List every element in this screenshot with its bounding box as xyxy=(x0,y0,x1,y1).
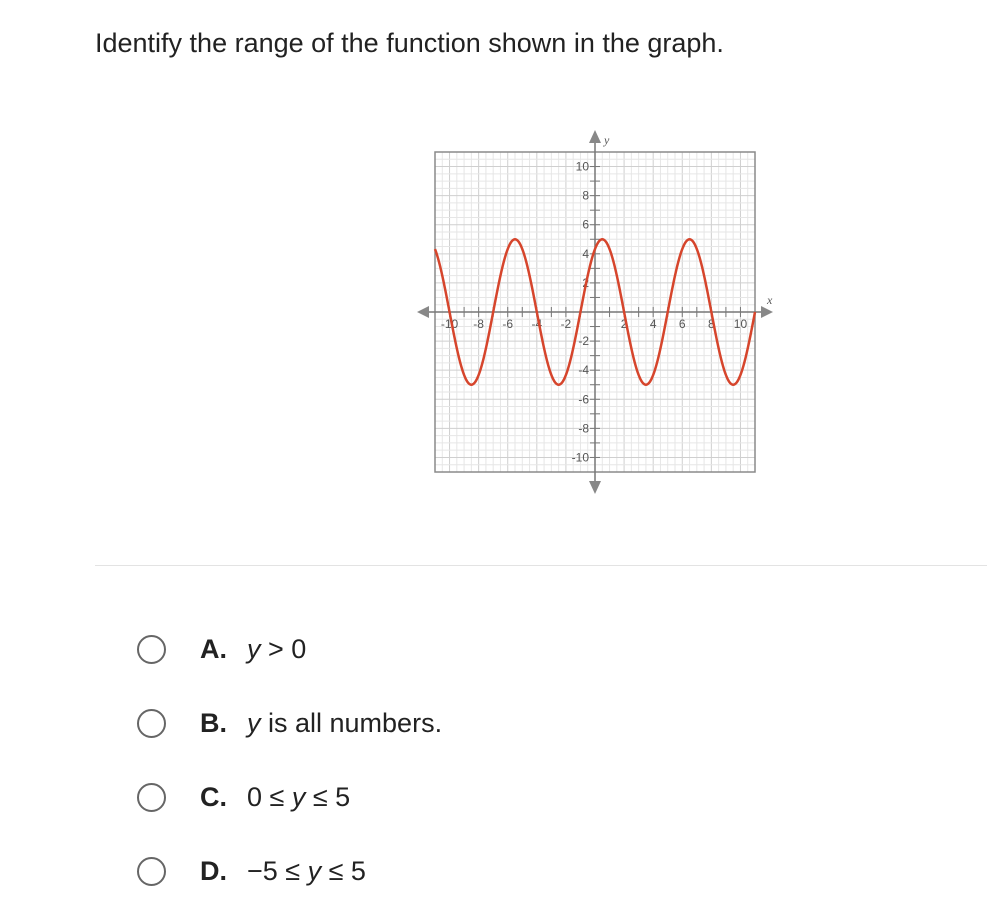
x-tick-label: -10 xyxy=(440,317,459,331)
x-tick-label: -6 xyxy=(502,317,514,331)
y-tick-label: 6 xyxy=(582,217,589,232)
option-text: ≤ 5 xyxy=(321,855,366,886)
option-letter: B. xyxy=(200,707,227,738)
y-tick-label: 2 xyxy=(582,275,589,290)
option-variable: y xyxy=(247,633,261,664)
option-label xyxy=(247,634,306,665)
option-letter: C. xyxy=(200,781,227,812)
option-text: > 0 xyxy=(260,633,307,664)
divider xyxy=(95,565,987,566)
x-tick-label: 4 xyxy=(649,317,657,331)
option-letter: D. xyxy=(200,855,227,886)
y-tick-label: -8 xyxy=(578,421,589,436)
radio-icon[interactable] xyxy=(137,635,166,664)
option-variable: y xyxy=(307,855,322,886)
option-letter: A. xyxy=(200,633,227,664)
y-tick-label: -6 xyxy=(578,392,589,407)
x-axis-label: x xyxy=(767,293,773,307)
option-variable: y xyxy=(291,781,306,812)
option-c[interactable] xyxy=(137,760,442,834)
y-axis-label: y xyxy=(604,133,610,147)
x-axis-right-arrow xyxy=(761,306,773,318)
y-axis-up-arrow xyxy=(589,130,601,143)
option-a[interactable] xyxy=(137,612,442,686)
option-label xyxy=(247,782,350,813)
y-tick-label: 4 xyxy=(582,246,589,261)
option-b[interactable] xyxy=(137,686,442,760)
option-text: ≤ 5 xyxy=(305,781,351,812)
function-graph xyxy=(405,128,790,498)
option-d[interactable] xyxy=(137,834,442,908)
y-tick-label: 8 xyxy=(582,188,589,203)
x-tick-label: -4 xyxy=(531,317,543,331)
question-text: Identify the range of the function shown in the graph. xyxy=(95,28,724,58)
option-prefix: 0 ≤ xyxy=(247,781,292,812)
y-tick-label: -10 xyxy=(571,450,589,465)
x-tick-label: -8 xyxy=(473,317,484,331)
x-tick-label: 8 xyxy=(708,317,715,331)
x-tick-label: -2 xyxy=(560,317,572,331)
option-variable: y xyxy=(247,707,261,738)
y-tick-label: -2 xyxy=(578,334,589,349)
graph-svg xyxy=(405,128,790,498)
x-axis-left-arrow xyxy=(417,306,429,318)
radio-icon[interactable] xyxy=(137,857,166,886)
option-prefix: −5 ≤ xyxy=(247,855,308,886)
x-tick-label: 6 xyxy=(678,317,686,331)
answer-options xyxy=(137,612,442,908)
x-tick-label: 2 xyxy=(620,317,628,331)
x-tick-label: 10 xyxy=(733,317,748,331)
y-axis-down-arrow xyxy=(589,481,601,494)
option-label xyxy=(247,856,366,887)
y-tick-label: -4 xyxy=(578,363,589,378)
option-text: is all numbers. xyxy=(260,707,443,738)
radio-icon[interactable] xyxy=(137,709,166,738)
radio-icon[interactable] xyxy=(137,783,166,812)
y-tick-label: 10 xyxy=(575,159,589,174)
option-label xyxy=(247,708,442,739)
